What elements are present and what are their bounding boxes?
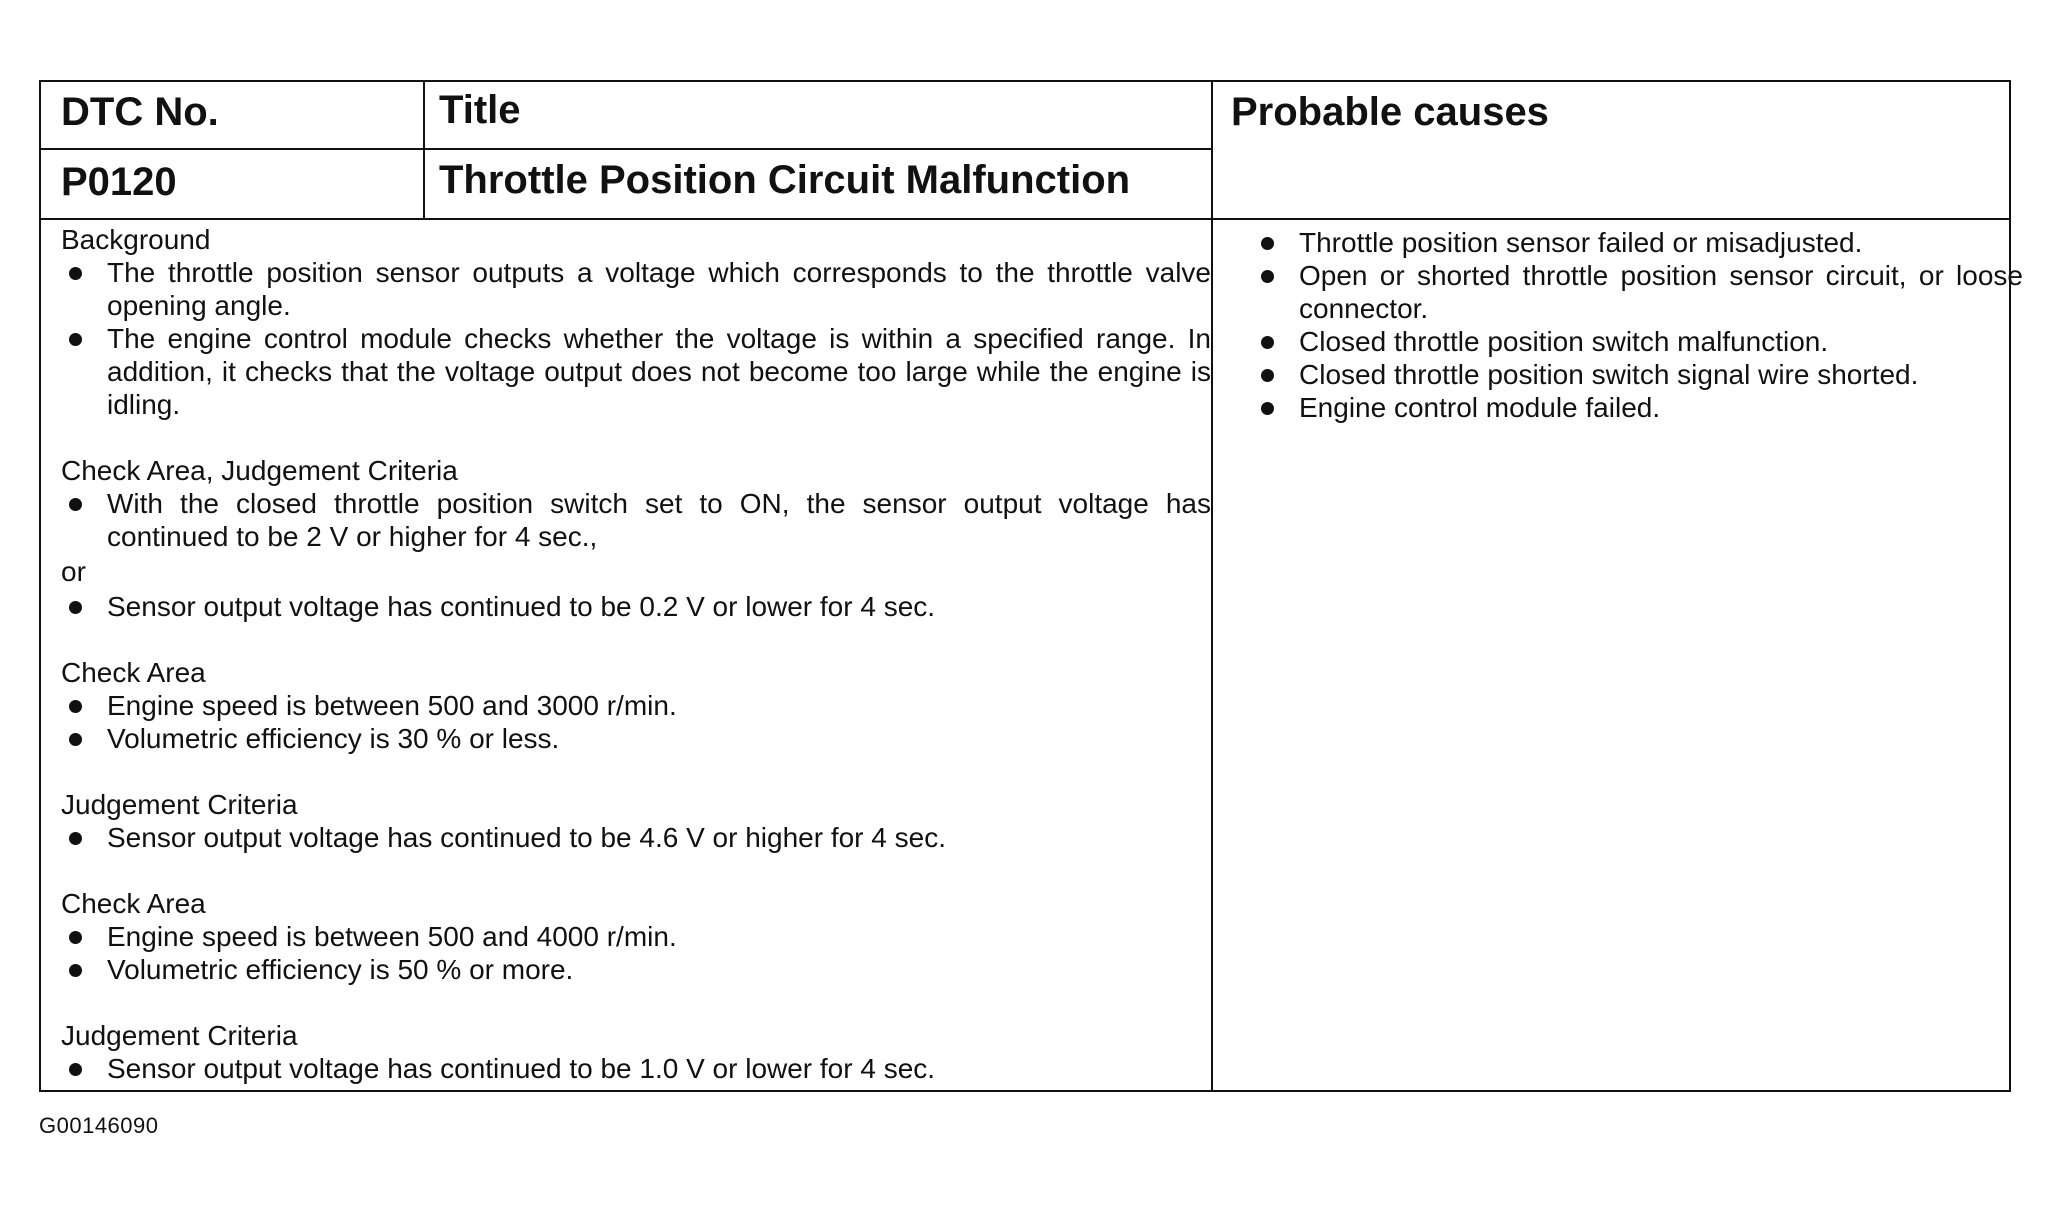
probable-causes-list (1253, 226, 2023, 424)
list-item: Engine speed is between 500 and 3000 r/min. (61, 689, 1211, 722)
list-item: Volumetric efficiency is 50 % or more. (61, 953, 1211, 986)
bullet-icon (1261, 336, 1274, 349)
section-heading: Judgement Criteria (61, 1020, 298, 1051)
bullet-icon (69, 832, 82, 845)
list-item: The engine control module checks whether the voltage is within a specified range. In addition, it checks that the voltage output does not become too large while the engine is idling. (61, 322, 1211, 421)
background-section (61, 223, 1211, 421)
figure-code: G00146090 (39, 1113, 159, 1138)
bullet-icon (69, 333, 82, 346)
bullet-icon (69, 700, 82, 713)
section-heading: Check Area (61, 888, 206, 919)
bullet-icon (1261, 402, 1274, 415)
list-item: Open or shorted throttle position sensor circuit, or loose connector. (1253, 259, 2023, 325)
dtc-code: P0120 (61, 160, 177, 204)
column-divider (1211, 82, 1213, 1092)
list-item: Throttle position sensor failed or misadjusted. (1253, 226, 2023, 259)
section-heading: Check Area (61, 657, 206, 688)
bullet-icon (1261, 237, 1274, 250)
list-item: Engine speed is between 500 and 4000 r/min. (61, 920, 1211, 953)
bullet-icon (1261, 369, 1274, 382)
section-heading: Background (61, 224, 211, 255)
dtc-title: Throttle Position Circuit Malfunction (439, 158, 1131, 202)
list-item: Engine control module failed. (1253, 391, 2023, 424)
header-row-divider (41, 148, 1211, 150)
probable-causes-header: Probable causes (1231, 90, 1549, 134)
list-item: Sensor output voltage has continued to be 0.2 V or lower for 4 sec. (61, 590, 1211, 623)
list-item: Sensor output voltage has continued to be 1.0 V or lower for 4 sec. (61, 1052, 1211, 1085)
bullet-icon (69, 931, 82, 944)
bullet-icon (69, 267, 82, 280)
list-item: Closed throttle position switch malfunction. (1253, 325, 2023, 358)
title-header: Title (439, 88, 521, 132)
dtc-table (39, 80, 2023, 1092)
list-item: The throttle position sensor outputs a voltage which corresponds to the throttle valve opening angle. (61, 256, 1211, 322)
header-bottom-right (1211, 218, 2011, 220)
section-heading: Judgement Criteria (61, 789, 298, 820)
list-item: Closed throttle position switch signal wire shorted. (1253, 358, 2023, 391)
or-connector: or (61, 556, 86, 587)
judgement-criteria-section (61, 788, 1211, 854)
bullet-icon (69, 964, 82, 977)
bullet-icon (1261, 270, 1274, 283)
header-divider-dtc-title (423, 82, 425, 218)
check-area-section (61, 656, 1211, 755)
bullet-icon (69, 601, 82, 614)
list-item: Sensor output voltage has continued to be 4.6 V or higher for 4 sec. (61, 821, 1211, 854)
section-heading: Check Area, Judgement Criteria (61, 455, 458, 486)
list-item: With the closed throttle position switch set to ON, the sensor output voltage has continued to be 2 V or higher for 4 sec., (61, 487, 1211, 553)
description-body (61, 223, 1211, 1085)
header-bottom-left (41, 218, 1211, 220)
dtc-no-header: DTC No. (61, 90, 219, 134)
check-area-section (61, 887, 1211, 986)
bullet-icon (69, 1063, 82, 1076)
bullet-icon (69, 498, 82, 511)
bullet-icon (69, 733, 82, 746)
check-area-judgement-section (61, 454, 1211, 623)
list-item: Volumetric efficiency is 30 % or less. (61, 722, 1211, 755)
judgement-criteria-section (61, 1019, 1211, 1085)
